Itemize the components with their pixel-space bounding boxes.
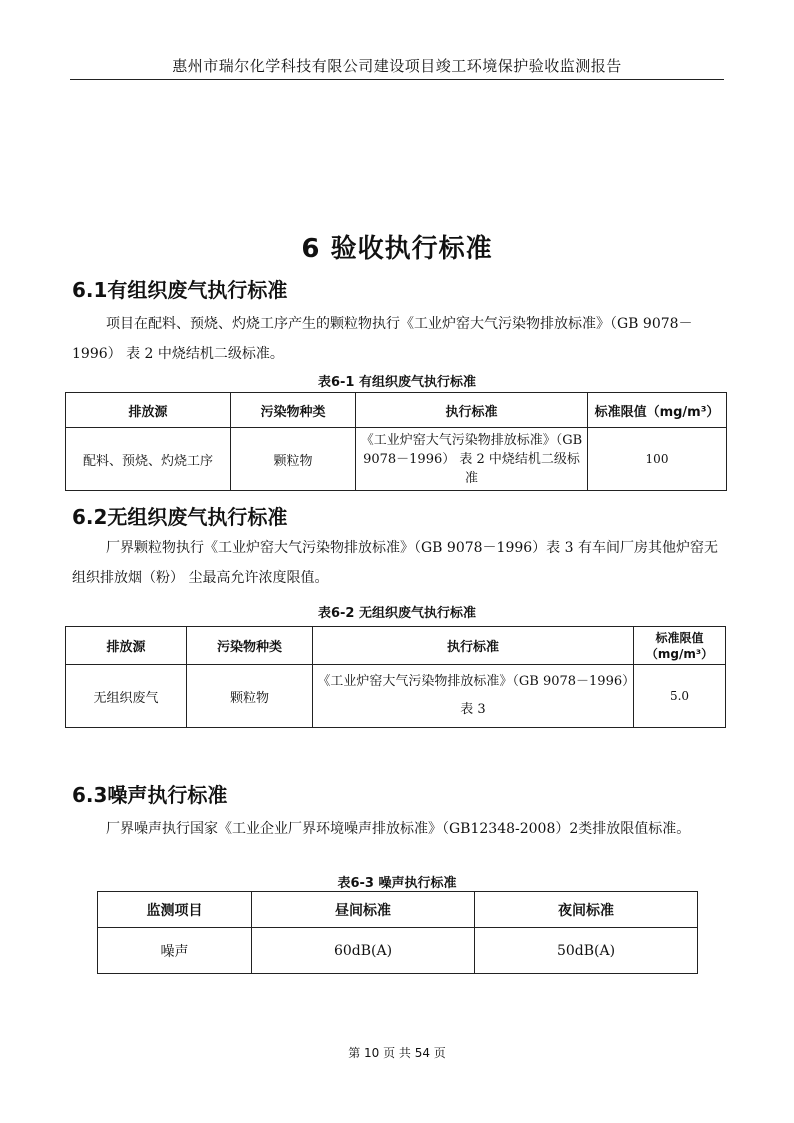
column-header: 标准限值（mg/m³） (634, 627, 726, 665)
column-header: 夜间标准 (475, 892, 698, 928)
table-cell: 50dB(A) (475, 928, 698, 974)
section-heading-6-3: 6.3噪声执行标准 (72, 783, 228, 807)
table-row (66, 665, 726, 728)
column-header: 昼间标准 (252, 892, 475, 928)
column-header: 污染物种类 (231, 393, 356, 428)
table-row (66, 428, 727, 491)
table-cell: 无组织废气 (66, 665, 187, 728)
table-caption-6-1: 表6-1 有组织废气执行标准 (317, 375, 476, 390)
section-heading-6-1: 6.1有组织废气执行标准 (72, 278, 288, 302)
table-6-2 (65, 626, 726, 728)
section-paragraph-6-1: 项目在配料、预烧、灼烧工序产生的颗粒物执行《工业炉窑大气污染物排放标准》（GB 9078－1996） 表 2 中烧结机二级标准。 (72, 316, 693, 362)
table-header-row (98, 892, 698, 928)
table-cell: 《工业炉窑大气污染物排放标准》（GB 9078－1996） 表 2 中烧结机二级标准 (356, 428, 588, 491)
table-header-row (66, 627, 726, 665)
table-cell: 100 (588, 428, 727, 491)
table-6-1 (65, 392, 727, 491)
table-header-row (66, 393, 727, 428)
column-header: 排放源 (66, 627, 187, 665)
section-heading-6-2: 6.2无组织废气执行标准 (72, 505, 288, 529)
column-header: 排放源 (66, 393, 231, 428)
header-divider (70, 79, 724, 80)
table-cell: 颗粒物 (231, 428, 356, 491)
table-cell: 《工业炉窑大气污染物排放标准》（GB 9078－1996）表 3 (313, 665, 634, 728)
table-cell: 60dB(A) (252, 928, 475, 974)
table-cell: 5.0 (634, 665, 726, 728)
column-header: 标准限值（mg/m³） (588, 393, 727, 428)
table-cell: 配料、预烧、灼烧工序 (66, 428, 231, 491)
table-cell: 颗粒物 (187, 665, 313, 728)
section-paragraph-6-3: 厂界噪声执行国家《工业企业厂界环境噪声排放标准》（GB12348-2008）2类排放限值标准。 (106, 821, 691, 837)
column-header: 污染物种类 (187, 627, 313, 665)
table-caption-6-3: 表6-3 噪声执行标准 (337, 876, 457, 891)
page-number: 第 10 页 共 54 页 (348, 1046, 446, 1060)
table-cell: 噪声 (98, 928, 252, 974)
section-paragraph-6-2: 厂界颗粒物执行《工业炉窑大气污染物排放标准》（GB 9078－1996）表 3 有车间厂房其他炉窑无组织排放烟（粉） 尘最高允许浓度限值。 (72, 540, 718, 586)
report-header: 惠州市瑞尔化学科技有限公司建设项目竣工环境保护验收监测报告 (172, 57, 622, 75)
table-row (98, 928, 698, 974)
table-caption-6-2: 表6-2 无组织废气执行标准 (317, 606, 476, 621)
column-header: 执行标准 (313, 627, 634, 665)
column-header: 监测项目 (98, 892, 252, 928)
chapter-title: 6 验收执行标准 (301, 234, 493, 264)
table-6-3 (97, 891, 698, 974)
column-header: 执行标准 (356, 393, 588, 428)
